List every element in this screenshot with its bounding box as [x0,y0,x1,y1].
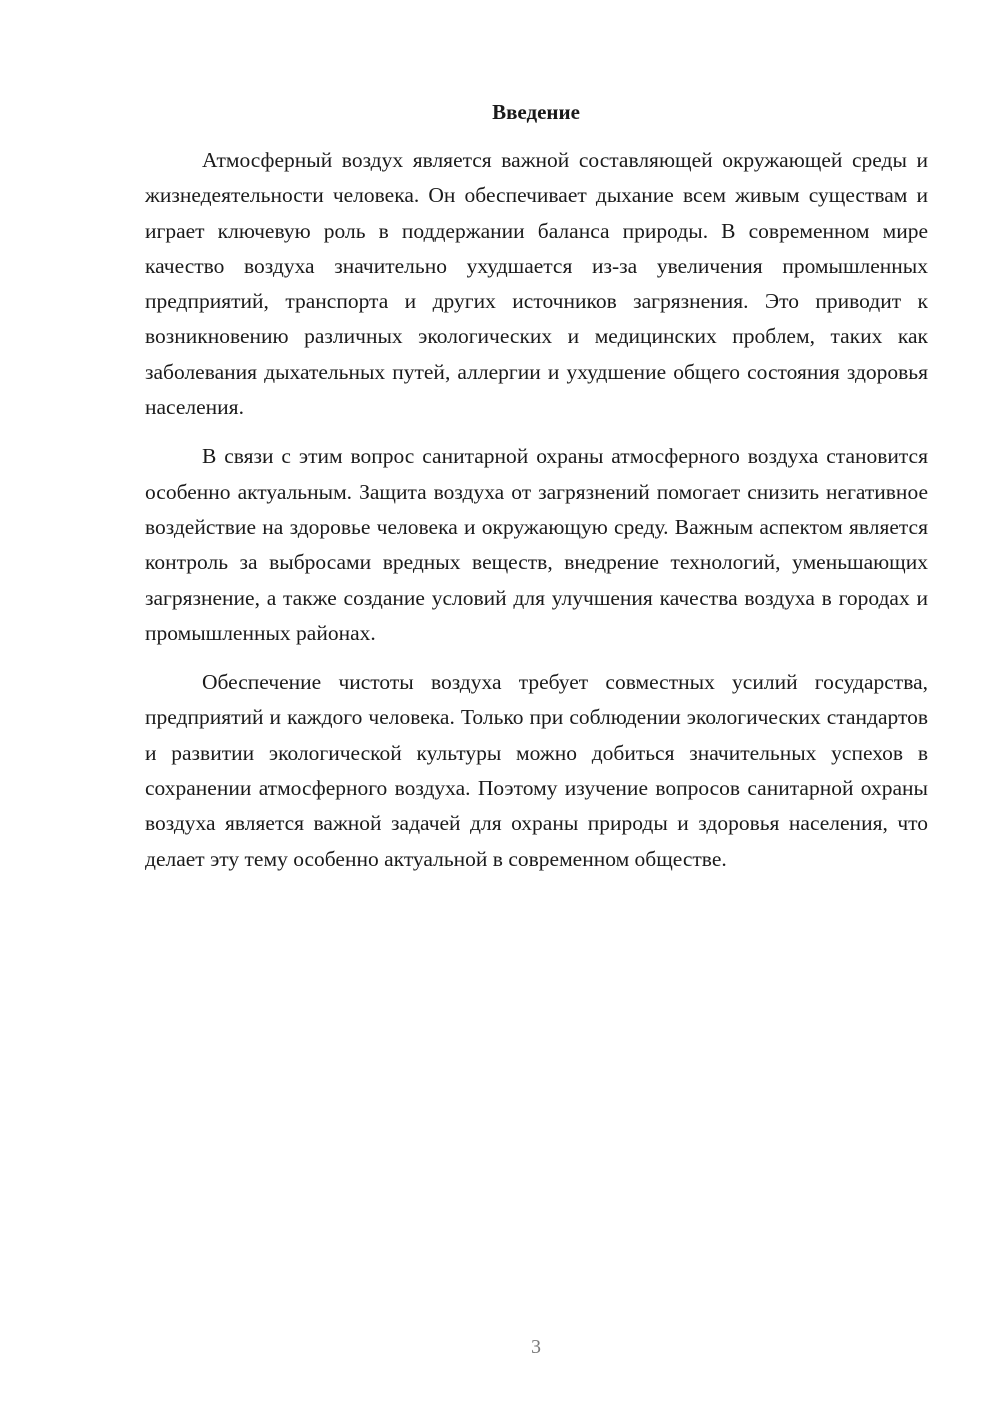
paragraph-2: В связи с этим вопрос санитарной охраны атмосферного воздуха становится особенно актуальным. Защита воздуха от загрязнений помогает снизить негативное воздействие на здоровье человека и окружающую среду. Важным аспектом является контроль за выбросами вредных веществ, внедрение технологий, уменьшающих загрязнение, а также создание условий для улучшения качества воздуха в городах и промышленных районах. [145,444,928,645]
body-text [145,143,928,891]
paragraph-3: Обеспечение чистоты воздуха требует совместных усилий государства, предприятий и каждого человека. Только при соблюдении экологических стандартов и развитии экологической культуры можно добиться значительных успехов в сохранении атмосферного воздуха. Поэтому изучение вопросов санитарной охраны воздуха является важной задачей для охраны природы и здоровья населения, что делает эту тему особенно актуальной в современном обществе. [145,670,928,871]
section-title: Введение [492,100,580,124]
page-number: 3 [531,1336,541,1358]
paragraph-1: Атмосферный воздух является важной составляющей окружающей среды и жизнедеятельности человека. Он обеспечивает дыхание всем живым существам и играет ключевую роль в поддержании баланса природы. В современном мире качество воздуха значительно ухудшается из-за увеличения промышленных предприятий, транспорта и других источников загрязнения. Это приводит к возникновению различных экологических и медицинских проблем, таких как заболевания дыхательных путей, аллергии и ухудшение общего состояния здоровья населения. [145,148,928,420]
